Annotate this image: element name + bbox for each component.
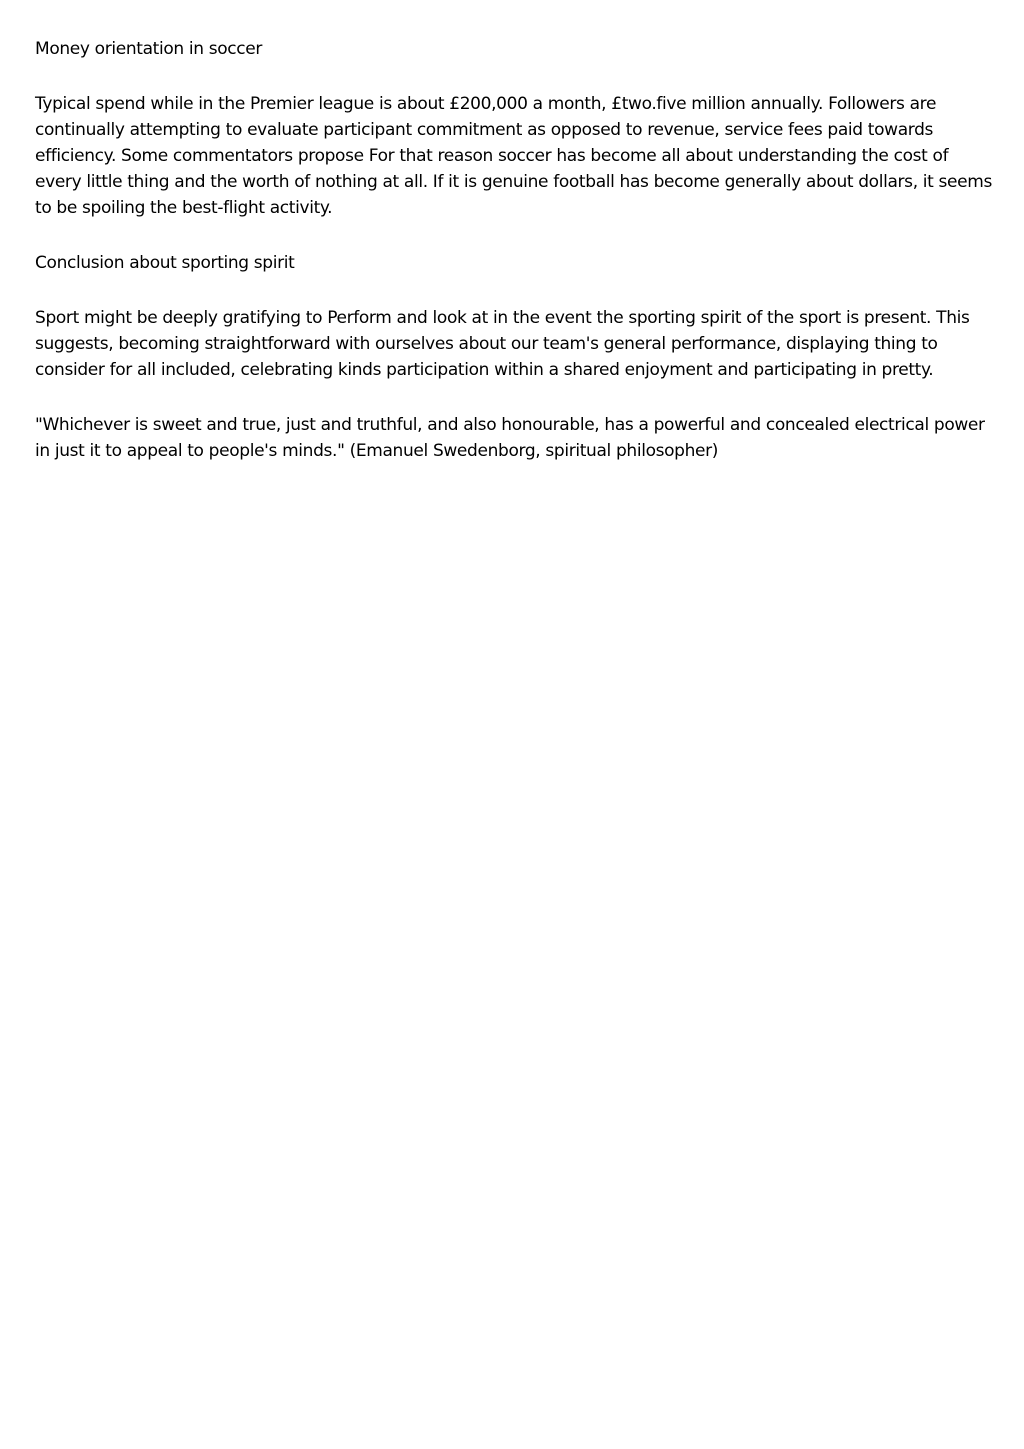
section-heading-conclusion: Conclusion about sporting spirit [35,253,295,273]
document-body [35,36,995,493]
section-heading-money-orientation: Money orientation in soccer [35,39,263,59]
quote-swedenborg: "Whichever is sweet and true, just and truthful, and also honourable, has a powerful and concealed electrical power in just it to appeal to people's minds." (Emanuel Swedenborg, spiritual philosopher) [35,415,985,461]
paragraph-premier-league-spend: Typical spend while in the Premier league is about £200,000 a month, £two.five million annually. Followers are continually attempting to evaluate participant commitment as opposed to revenue, service fees paid towards efficiency. Some commentators propose For that reason soccer has become all about understanding the cost of every little thing and the worth of nothing at all. If it is genuine football has become generally about dollars, it seems to be spoiling the best-flight activity. [35,94,992,218]
paragraph-sporting-spirit: Sport might be deeply gratifying to Perform and look at in the event the sporting spirit of the sport is present. This suggests, becoming straightforward with ourselves about our team's general performance, displaying thing to consider for all included, celebrating kinds participation within a shared enjoyment and participating in pretty. [35,308,970,380]
